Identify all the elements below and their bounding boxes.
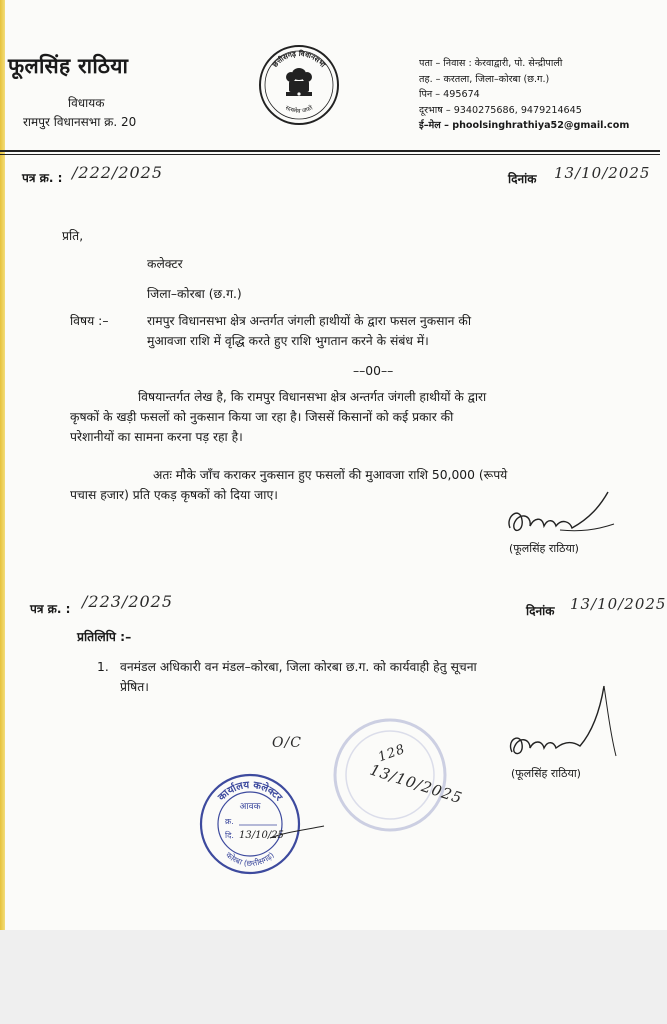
address-line-2: तह. – करतला, जिला–कोरबा (छ.ग.) [419,73,550,85]
stamp-top-text: कार्यालय कलेक्टर [216,779,284,804]
constituency: रामपुर विधानसभा क्र. 20 [23,115,137,129]
stamp-note-number: 128 [376,741,408,766]
phone-numbers: दूरभाष – 9340275686, 9479214645 [419,104,582,116]
copy-item-line-1: वनमंडल अधिकारी वन मंडल–कोरबा, जिला कोरबा छ.ग. को कार्यवाही हेतु सूचना [120,660,477,674]
copy-item-number: 1. [97,660,109,674]
address-line-1: पता – निवास : केरवाद्वारी, पो. सेन्द्रीपाली [419,58,563,69]
paragraph-2-line-2: पचास हजार) प्रति एकड़ कृषकों को दिया जाए। [70,488,278,502]
separator: ––00–– [353,364,394,378]
date-handwritten: 13/10/2025 [554,164,651,182]
copy-item-line-2: प्रेषित। [120,680,149,694]
subject-text [147,311,577,351]
paragraph-1-line-2: कृषकों के खड़ी फसलों को नुकसान किया जा रहा है। जिससें किसानों को कई प्रकार की [70,410,454,424]
signature-1 [500,488,625,548]
paragraph-1 [70,387,608,447]
date-2-handwritten: 13/10/2025 [570,595,667,613]
stamp-date-handwritten: 13/10/25 [239,830,284,841]
ref-number-handwritten: /222/2025 [72,163,164,182]
signature-2-name: (फूलसिंह राठिया) [511,767,581,780]
paragraph-1-line-1: विषयान्तर्गत लेख है, कि रामपुर विधानसभा क्षेत्र अन्तर्गत जंगली हाथीयों के द्वारा [138,390,487,404]
date-label: दिनांक [508,172,537,186]
emblem-top-text: छत्तीसगढ़ विधानसभा [271,49,327,69]
date-label-2: दिनांक [526,604,555,618]
stamp-field-date: दि. [225,831,234,840]
ref-label: पत्र क्र. : [22,171,63,185]
subject-line-1: रामपुर विधानसभा क्षेत्र अन्तर्गत जंगली हाथीयों के द्वारा फसल नुकसान की [147,314,472,328]
svg-text:सत्यमेव जयते [284,103,314,115]
stamp-bottom-text: कोरबा (छत्तीसगढ़) [224,850,276,869]
page-edge [0,0,5,930]
handwritten-note: O/C [272,735,302,751]
subject-label: विषय :– [70,314,109,328]
ref-number-2-handwritten: /223/2025 [82,592,174,611]
paragraph-1-line-3: परेशानीयों का सामना करना पड़ रहा है। [70,430,243,444]
signature-1-name: (फूलसिंह राठिया) [509,542,579,555]
contact-block [419,56,629,134]
stamp-field-no: क्र. [225,817,234,826]
subject-line-2: मुआवजा राशि में वृद्धि करते हुए राशि भुगतान करने के संबंध में। [147,334,429,348]
ref-label-2: पत्र क्र. : [30,602,71,616]
header-divider [0,150,660,152]
recipient-district: जिला–कोरबा (छ.ग.) [147,287,242,301]
emblem-bottom-text: सत्यमेव जयते [284,104,314,115]
copy-label: प्रतिलिपि :– [77,630,132,644]
state-emblem-icon [258,44,340,126]
stamp-pen-stroke [268,818,328,848]
pin-code: पिन – 495674 [419,89,480,100]
header-divider-thin [0,154,660,155]
stamp-note-date: 13/10/2025 [367,760,465,808]
stamp-middle-text: आवक [239,802,261,812]
recipient-title: कलेक्टर [147,257,183,271]
lion-capital-icon [286,68,312,96]
salutation: प्रति, [62,229,84,243]
email-address: ई–मेल – phoolsinghrathiya52@gmail.com [419,120,630,131]
svg-text:कोरबा (छत्तीसगढ़) [224,850,276,869]
mla-name: फूलसिंह राठिया [8,54,129,78]
signature-2 [500,682,630,764]
paragraph-2-line-1: अतः मौके जाँच कराकर नुकसान हुए फसलों की मुआवजा राशि 50,000 (रूपये [153,468,508,482]
page-background [0,930,667,1024]
designation: विधायक [68,96,105,110]
